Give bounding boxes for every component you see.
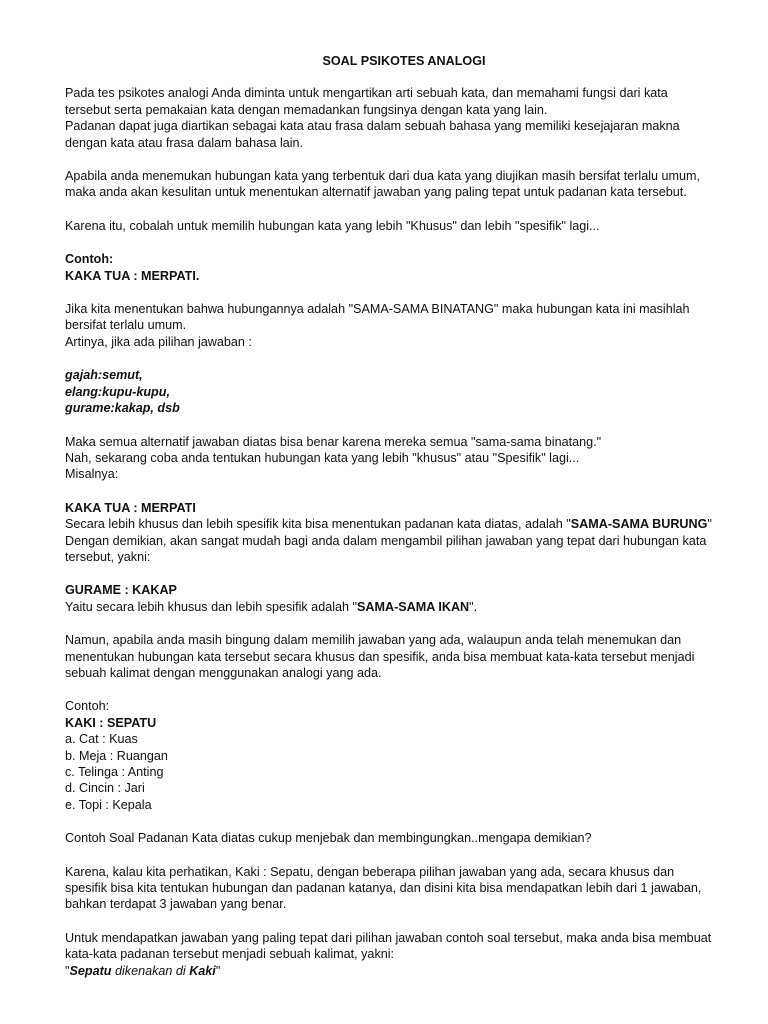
example2-label: Contoh: [65, 699, 110, 714]
intro-paragraph-4: Karena itu, cobalah untuk memilih hubungan kata yang lebih "Khusus" dan lebih "spesifik" lagi... [65, 218, 600, 233]
example1-choice-3: gurame:kakap, dsb [65, 401, 180, 416]
example2-option-a: a. Cat : Kuas [65, 732, 138, 747]
intro-paragraph-2: Padanan dapat juga diartikan sebagai kata atau frasa dalam sebuah bahasa yang memiliki kesejajaran makna dengan kata atau frasa dalam bahasa lain. [65, 119, 680, 150]
example1-pair: KAKA TUA : MERPATI. [65, 268, 200, 283]
intro-paragraph-1: Pada tes psikotes analogi Anda diminta untuk mengartikan arti sebuah kata, dan memahami fungsi dari kata tersebut serta pemakaian kata dengan memadankan fungsinya dengan kata yang lain. [65, 86, 668, 117]
example1-choice-2: elang:kupu-kupu, [65, 384, 170, 399]
intro-paragraph-3: Apabila anda menemukan hubungan kata yang terbentuk dari dua kata yang diujikan masih bersifat terlalu umum, maka anda akan kesulitan untuk menentukan alternatif jawaban yang paling tepat untuk padanan kata tersebut. [65, 169, 700, 200]
example2-pair: KAKI : SEPATU [65, 715, 157, 730]
closing-paragraph-3: Untuk mendapatkan jawaban yang paling tepat dari pilihan jawaban contoh soal tersebut, maka anda bisa membuat kata-kata padanan tersebut menjadi sebuah kalimat, yakni: [65, 930, 712, 962]
page-title: SOAL PSIKOTES ANALOGI [322, 54, 486, 68]
example1-label: Contoh: [65, 252, 114, 267]
example2-option-b: b. Meja : Ruangan [65, 748, 168, 763]
example2-option-d: d. Cincin : Jari [65, 781, 145, 796]
section3-line: Yaitu secara lebih khusus dan lebih spesifik adalah "SAMA-SAMA IKAN". [65, 599, 478, 614]
section4-paragraph: Namun, apabila anda masih bingung dalam memilih jawaban yang ada, walaupun anda telah menemukan dan menentukan hubungan kata tersebut secara khusus dan spesifik, anda bisa membuat kata-kata tersebut menjadi sebuah kalimat dengan menggunakan analogi yang ada. [65, 633, 695, 680]
example1-paragraph-2: Artinya, jika ada pilihan jawaban : [65, 334, 252, 349]
section2-line-1: Secara lebih khusus dan lebih spesifik kita bisa menentukan padanan kata diatas, adalah "SAMA-SAMA BURUNG" [65, 517, 712, 532]
closing-paragraph-2: Karena, kalau kita perhatikan, Kaki : Sepatu, dengan beberapa pilihan jawaban yang ada, secara khusus dan spesifik bisa kita tentukan hubungan dan padanan katanya, dan disini kita bisa mendapatkan lebih dari 1 jawaban, bahkan terdapat 3 jawaban yang benar. [65, 864, 702, 912]
example1-choice-1: gajah:semut, [65, 368, 143, 383]
closing-paragraph-1: Contoh Soal Padanan Kata diatas cukup menjebak dan membingungkan..mengapa demikian? [65, 831, 592, 846]
document-body [65, 53, 713, 979]
section3-pair: GURAME : KAKAP [65, 583, 177, 598]
example1-paragraph-5: Misalnya: [65, 467, 119, 482]
section2-line-2: Dengan demikian, akan sangat mudah bagi anda dalam mengambil pilihan jawaban yang tepat dari hubungan kata tersebut, yakni: [65, 533, 707, 564]
example2-option-c: c. Telinga : Anting [65, 765, 164, 779]
closing-quote: "Sepatu dikenakan di Kaki" [65, 963, 221, 978]
example1-paragraph-1: Jika kita menentukan bahwa hubungannya adalah "SAMA-SAMA BINATANG" maka hubungan kata ini masihlah bersifat terlalu umum. [65, 302, 690, 333]
example2-option-e: e. Topi : Kepala [65, 797, 152, 812]
example1-paragraph-3: Maka semua alternatif jawaban diatas bisa benar karena mereka semua "sama-sama binatang." [65, 434, 602, 449]
section2-pair: KAKA TUA : MERPATI [65, 500, 196, 515]
example1-paragraph-4: Nah, sekarang coba anda tentukan hubungan kata yang lebih "khusus" atau "Spesifik" lagi... [65, 450, 580, 465]
